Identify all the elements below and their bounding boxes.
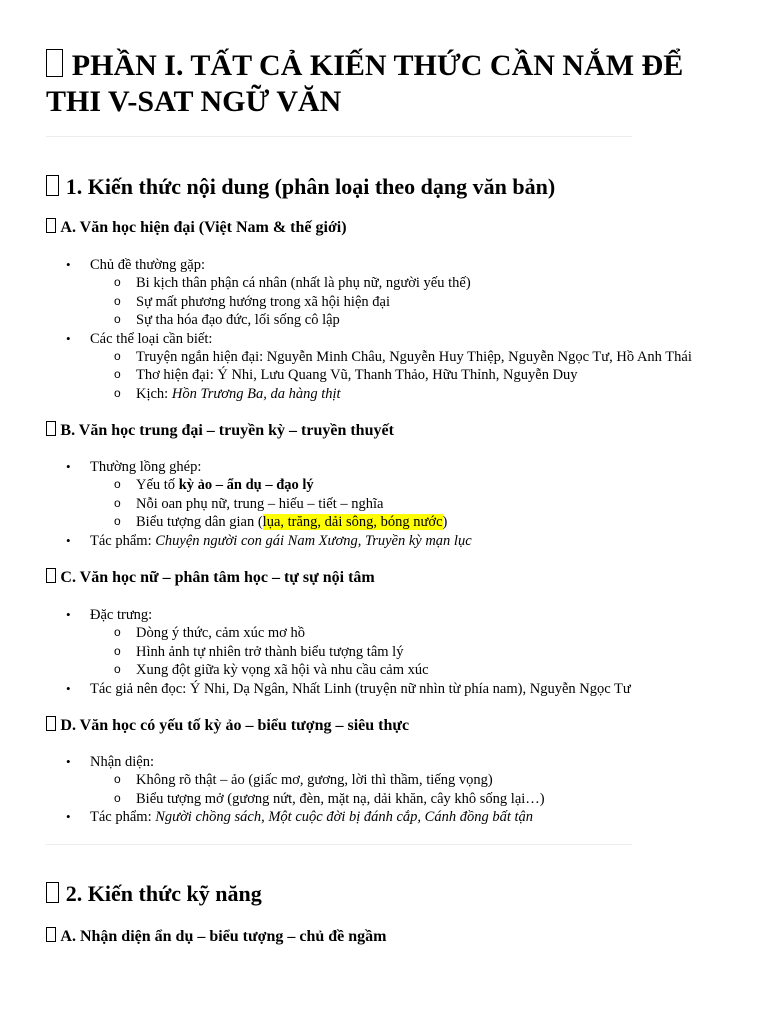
subsection-heading: B. Văn học trung đại – truyền kỳ – truyền thuyết [46, 421, 394, 441]
list-item: o Biểu tượng mở (gương nứt, đèn, mặt nạ, dải khăn, cây khô sống lại…) [90, 790, 746, 808]
emoji-placeholder-icon [46, 882, 59, 903]
list-item: • Nhận diện: o Không rõ thật – ảo (giấc mơ, gương, lời thì thầm, tiếng vọng) o Biểu tượng mở (gương nứt, đèn, mặt nạ, dải khăn, cây khô sống lại…) [46, 753, 746, 808]
list-item: • Chủ đề thường gặp: o Bi kịch thân phận cá nhân (nhất là phụ nữ, người yếu thế) o Sự mất phương hướng trong xã hội hiện đại o Sự tha hóa đạo đức, lối sống cô lập [46, 256, 746, 330]
emoji-placeholder-icon [46, 421, 56, 436]
list-item: o Dòng ý thức, cảm xúc mơ hồ [90, 624, 746, 642]
list-item: o Truyện ngắn hiện đại: Nguyễn Minh Châu, Nguyễn Huy Thiệp, Nguyễn Ngọc Tư, Hồ Anh Thái [90, 348, 746, 366]
emoji-placeholder-icon [46, 218, 56, 233]
list-item: o Biểu tượng dân gian (lụa, trăng, dải sông, bóng nước) [90, 513, 746, 531]
emoji-placeholder-icon [46, 927, 56, 942]
sub-list [90, 624, 746, 679]
emoji-placeholder-icon [46, 716, 56, 731]
list-item: o Thơ hiện đại: Ý Nhi, Lưu Quang Vũ, Thanh Thảo, Hữu Thỉnh, Nguyễn Duy [90, 366, 746, 384]
divider [46, 136, 632, 137]
bullet-list [46, 256, 746, 403]
list-item: o Sự mất phương hướng trong xã hội hiện đại [90, 293, 746, 311]
list-item: • Các thể loại cần biết: o Truyện ngắn hiện đại: Nguyễn Minh Châu, Nguyễn Huy Thiệp, Nguyễn Ngọc Tư, Hồ Anh Thái o Thơ hiện đại: Ý Nhi, Lưu Quang Vũ, Thanh Thảo, Hữu Thỉnh, Nguyễn Duy o Kịch: Hồn Trương Ba, da hàng thịt [46, 330, 746, 404]
bullet-list [46, 458, 746, 550]
sub-list [90, 348, 746, 403]
list-item: o Nỗi oan phụ nữ, trung – hiếu – tiết – nghĩa [90, 495, 746, 513]
emoji-placeholder-icon [46, 568, 56, 583]
subsection-heading: A. Văn học hiện đại (Việt Nam & thế giới) [46, 218, 347, 238]
highlighted-text: lụa, trăng, dải sông, bóng nước [262, 514, 443, 531]
list-item: o Xung đột giữa kỳ vọng xã hội và nhu cầu cảm xúc [90, 661, 746, 679]
sub-list [90, 476, 746, 531]
list-item: o Bi kịch thân phận cá nhân (nhất là phụ nữ, người yếu thế) [90, 274, 746, 292]
bullet-list [46, 606, 746, 698]
list-item: • Tác phẩm: Người chồng sách, Một cuộc đời bị đánh cắp, Cánh đồng bất tận [46, 808, 746, 826]
emoji-placeholder-icon [46, 49, 63, 78]
list-item: o Kịch: Hồn Trương Ba, da hàng thịt [90, 385, 746, 403]
list-item: o Không rõ thật – ảo (giấc mơ, gương, lời thì thầm, tiếng vọng) [90, 771, 746, 789]
page-title: PHẦN I. TẤT CẢ KIẾN THỨC CẦN NẮM ĐỂ THI V-SAT NGỮ VĂN [46, 49, 684, 118]
list-item: o Hình ảnh tự nhiên trở thành biểu tượng tâm lý [90, 643, 746, 661]
section-heading: 1. Kiến thức nội dung (phân loại theo dạng văn bản) [46, 174, 555, 200]
divider [46, 844, 632, 845]
sub-list [90, 274, 746, 329]
section-heading: 2. Kiến thức kỹ năng [46, 881, 262, 907]
list-item: • Đặc trưng: o Dòng ý thức, cảm xúc mơ hồ o Hình ảnh tự nhiên trở thành biểu tượng tâm lý o Xung đột giữa kỳ vọng xã hội và nhu cầu cảm xúc [46, 606, 746, 680]
list-item: • Tác phẩm: Chuyện người con gái Nam Xương, Truyền kỳ mạn lục [46, 532, 746, 550]
list-item: o Yếu tố kỳ ảo – ẩn dụ – đạo lý [90, 476, 746, 494]
subsection-heading: C. Văn học nữ – phân tâm học – tự sự nội tâm [46, 568, 375, 588]
emoji-placeholder-icon [46, 175, 59, 196]
list-item: o Sự tha hóa đạo đức, lối sống cô lập [90, 311, 746, 329]
subsection-heading: A. Nhận diện ẩn dụ – biểu tượng – chủ đề ngầm [46, 927, 387, 947]
subsection-heading: D. Văn học có yếu tố kỳ ảo – biểu tượng – siêu thực [46, 716, 409, 736]
list-item: • Tác giả nên đọc: Ý Nhi, Dạ Ngân, Nhất Linh (truyện nữ nhìn từ phía nam), Nguyễn Ngọc Tư [46, 680, 746, 698]
bullet-list [46, 753, 746, 827]
sub-list [90, 771, 746, 808]
list-item: • Thường lồng ghép: o Yếu tố kỳ ảo – ẩn dụ – đạo lý o Nỗi oan phụ nữ, trung – hiếu – tiết – nghĩa o Biểu tượng dân gian (lụa, trăng, dải sông, bóng nước) [46, 458, 746, 532]
